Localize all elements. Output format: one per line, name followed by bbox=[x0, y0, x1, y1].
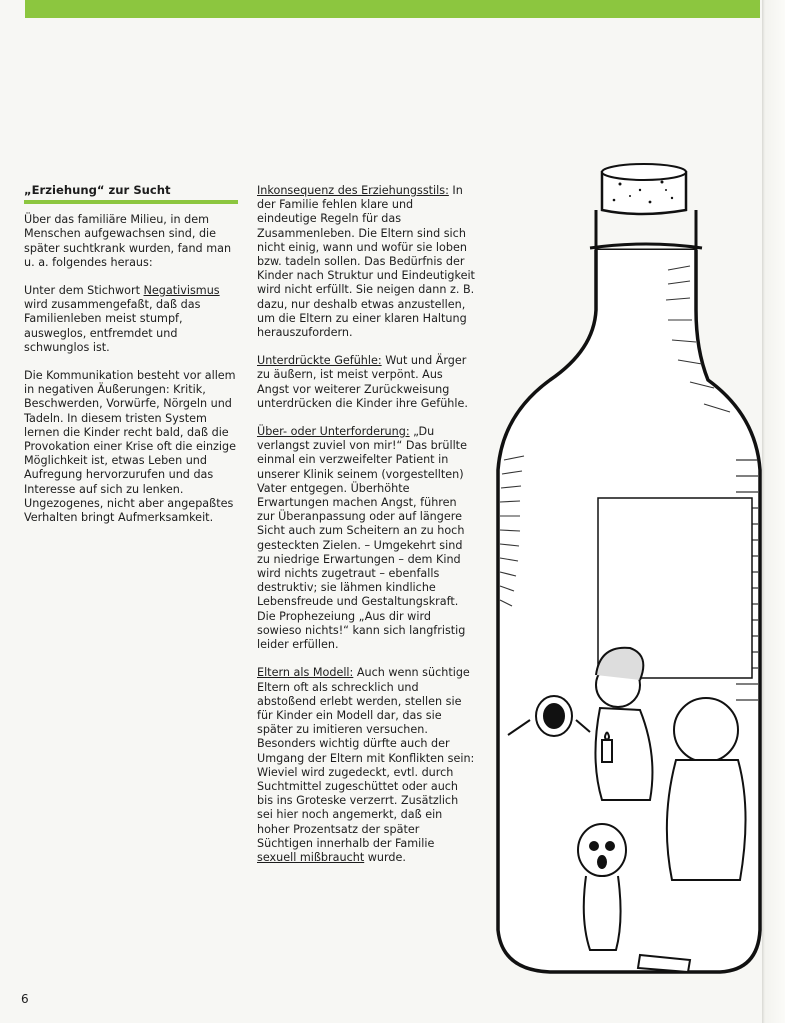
demands-paragraph bbox=[257, 425, 475, 652]
page-number: 6 bbox=[21, 992, 29, 1006]
next-page-edge bbox=[762, 0, 785, 1023]
middle-column bbox=[257, 184, 475, 879]
intro-paragraph: Über das familiäre Milieu, in dem Menschen aufgewachsen sind, die später suchtkrank wurden, fand man u. a. folgendes heraus: bbox=[24, 213, 232, 269]
heading-underline-rule bbox=[24, 200, 238, 204]
negativism-paragraph bbox=[24, 284, 242, 355]
negativism-lead-text: Unter dem Stichwort bbox=[24, 284, 144, 298]
role-model-term: Eltern als Modell: bbox=[257, 666, 354, 680]
demands-term: Über- oder Unterforderung: bbox=[257, 425, 410, 439]
communication-paragraph: Die Kommunikation besteht vor allem in negativen Äußerungen: Kritik, Beschwerden, Vorwürfe, Nörgeln und Tadeln. In diesem tristen System lernen die Kinder recht bald, daß die Provokation einer Krise oft die einzige Möglichkeit ist, etwas Leben und Aufregung hervorzurufen und das Interesse auf sich zu lenken. Ungezogenes, nicht aber angepaßtes Verhalten bringt Aufmerksamkeit. bbox=[24, 369, 236, 525]
inconsistency-term: Inkonsequenz des Erziehungsstils: bbox=[257, 184, 449, 197]
role-model-text: Auch wenn süchtige Eltern oft als schrecklich und abstoßend erlebt werden, stellen sie für Kinder ein Modell dar, das sie später zu imitieren versuchen. Besonders wichtig dürfte auch der Umgang der Eltern mit Konflikten sein: Wieviel wird zugedeckt, evtl. durch Suchtmittel zugeschüttet oder auch bis ins Groteske verzerrt. Zusätzlich sei hier noch angemerkt, daß ein hoher Prozentsatz der später Süchtigen innerhalb der Familie bbox=[257, 666, 475, 850]
bottle-illustration bbox=[490, 160, 765, 990]
left-column bbox=[24, 183, 242, 539]
inconsistency-paragraph bbox=[257, 184, 475, 340]
suppressed-feelings-text: Wut und Ärger zu äußern, ist meist verpönt. Aus Angst vor weiterer Zurückweisung unterdrücken die Kinder ihre Gefühle. bbox=[257, 354, 468, 410]
suppressed-feelings-term: Unterdrückte Gefühle: bbox=[257, 354, 382, 368]
cork-icon bbox=[602, 164, 686, 214]
green-top-bar bbox=[25, 0, 760, 18]
inconsistency-text: In der Familie fehlen klare und eindeutige Regeln für das Zusammenleben. Die Eltern sind sich nicht einig, wann und wofür sie loben bzw. tadeln sollen. Das Bedürfnis der Kinder nach Struktur und Eindeutigkeit wird nicht erfüllt. Sie neigen dann z. B. dazu, nur deshalb etwas anzustellen, um die Eltern zu einer klaren Haltung herauszufordern. bbox=[257, 184, 475, 340]
abuse-term: sexuell mißbraucht bbox=[257, 850, 365, 864]
demands-text: „Du verlangst zuviel von mir!“ Das brüllte einmal ein verzweifelter Patient in unserer Klinik seinem (vorgestellten) Vater entgegen. Überhöhte Erwartungen machen Angst, führen zur Überanpassung oder auf längere Sicht auch zum Scheitern an zu hoch gesteckten Zielen. – Umgekehrt sind zu niedrige Erwartungen – dem Kind wird nichts zugetraut – ebenfalls destruktiv; sie lähmen kindliche Lebensfreude und Gestaltungskraft. Die Prophezeiung „Aus dir wird sowieso nichts!“ kann sich langfristig leider erfüllen. bbox=[257, 425, 467, 652]
section-heading: „Erziehung“ zur Sucht bbox=[24, 183, 171, 197]
negativism-term: Negativismus bbox=[143, 284, 220, 298]
role-model-end: wurde. bbox=[364, 850, 406, 864]
negativism-text: wird zusammengefaßt, daß das Familienleben meist stumpf, ausweglos, entfremdet und schwunglos ist. bbox=[24, 298, 201, 354]
suppressed-feelings-paragraph bbox=[257, 354, 475, 411]
role-model-paragraph bbox=[257, 666, 475, 865]
